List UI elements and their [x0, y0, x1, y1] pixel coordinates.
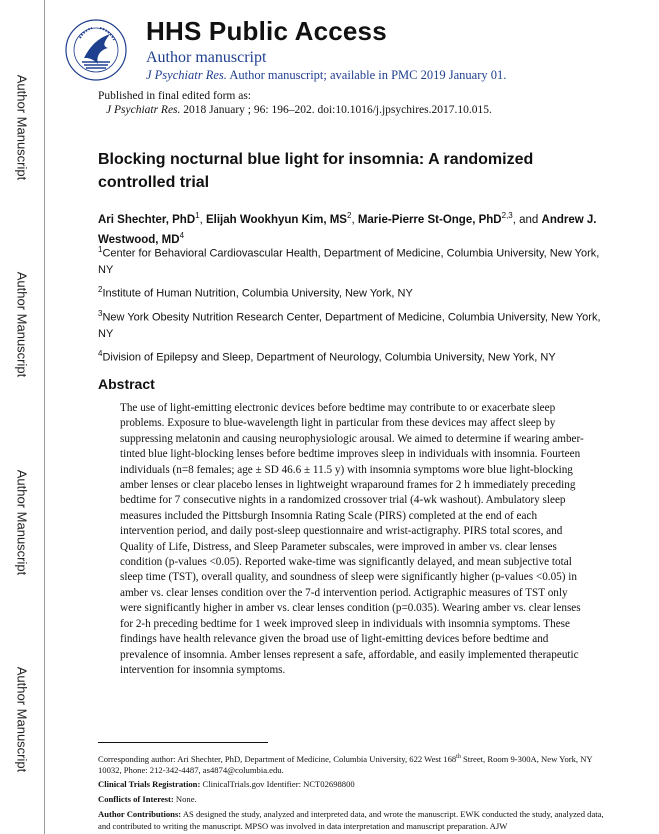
corresponding-sup: th	[456, 754, 461, 760]
trials-label: Clinical Trials Registration:	[98, 779, 201, 789]
author-name: Andrew J. Westwood, MD	[98, 213, 597, 246]
affiliation-text: Division of Epilepsy and Sleep, Department of Neurology, Columbia University, New York, NY	[102, 351, 556, 364]
author-name: Elijah Wookhyun Kim, MS	[205, 213, 347, 226]
abstract-heading: Abstract	[98, 376, 155, 392]
trials-registration-footnote	[98, 779, 608, 791]
corresponding-author-footnote	[98, 752, 608, 777]
citation	[106, 104, 492, 116]
author-manuscript-subtitle: Author manuscript	[146, 49, 267, 66]
affiliation-2	[98, 282, 613, 302]
author-sup: 1	[195, 211, 200, 220]
author-name: Ari Shechter, PhD	[98, 213, 196, 226]
availability-text: Author manuscript; available in PMC 2019 January 01.	[226, 68, 507, 82]
affiliation-text: Center for Behavioral Cardiovascular Health, Department of Medicine, Columbia University, New York, NY	[98, 247, 600, 276]
contrib-label: Author Contributions:	[98, 809, 182, 819]
affiliation-3	[98, 306, 613, 342]
affiliation-4	[98, 346, 613, 366]
paper-title: Blocking nocturnal blue light for insomnia: A randomized controlled trial	[98, 151, 534, 191]
journal-name: J Psychiatr Res.	[146, 68, 227, 82]
author-sup: 2	[346, 211, 352, 220]
affiliation-sup: 4	[98, 349, 103, 358]
abstract-text: The use of light-emitting electronic devices before bedtime may contribute to or exacerbate sleep problems. Exposure to blue-wavelength light in particular from these devices may affect sleep by suppressing melatonin and causing neurophysiologic arousal. We aimed to determine if wearing amber-tinted blue light-blocking lenses before bedtime improves sleep in individuals with insomnia. Fourteen individuals (n=8 females; age ± SD 46.6 ± 11.5 y) with insomnia symptoms wore blue light-blocking amber lenses or clear placebo lenses in lightweight wraparound frames for 2 h immediately preceding bedtime for 7 consecutive nights in a randomized crossover trial (4-wk washout). Ambulatory sleep measures included the Pittsburgh Insomnia Rating Scale (PIRS) completed at the end of each intervention period, and daily post-sleep questionnaire and wrist-actigraphy. PIRS total scores, and Quality of Life, Distress, and Sleep Parameter subscales, were improved in amber vs. clear lenses condition (p-values <0.05). Reported wake-time was significantly delayed, and mean subjective total sleep time (TST), overall quality, and soundness of sleep were significantly higher (p-values <0.05) in amber vs. clear lenses condition over the 7-d intervention period. Actigraphic measures of TST only were significantly higher in amber vs. clear lenses condition (p=0.035). Wearing amber vs. clear lenses for 2-h preceding bedtime for 1 week improved sleep in individuals with insomnia symptoms. These findings have health relevance given the broad use of light-emitting devices before bedtime and prevalence of insomnia. Amber lenses represent a safe, affordable, and easily implemented therapeutic intervention for insomnia symptoms.	[120, 402, 584, 676]
hhs-public-access-title: HHS Public Access	[146, 16, 387, 46]
author-name: Marie-Pierre St-Onge, PhD	[357, 213, 502, 226]
author-list: Ari Shechter, PhD$^1$, Elijah Wookhyun Kim, $MS^2$, Marie-Pierre St-Onge, PhD$^{2,3}$, and Andrew J. Westwood, $MD^4$	[98, 211, 597, 246]
contributions-footnote	[98, 809, 608, 832]
side-label-3: Author Manuscript	[14, 469, 30, 576]
hhs-seal-logo-icon	[64, 18, 128, 82]
side-label-1: Author Manuscript	[14, 74, 30, 181]
contrib-text: AS designed the study, analyzed and interpreted data, and wrote the manuscript. EWK conducted the study, analyzed data, and contributed to writing the manuscript. MPSO was involved in data interpretation and manuscript preparation. AJW	[98, 809, 604, 831]
citation-details: 2018 January ; 96: 196–202. doi:10.1016/j.jpsychires.2017.10.015.	[180, 104, 492, 116]
corresponding-text-a: Corresponding author: Ari Shechter, PhD, Department of Medicine, Columbia University, 622 West 168	[98, 753, 457, 764]
affiliation-1	[98, 242, 613, 278]
affiliation-text: Institute of Human Nutrition, Columbia University, New York, NY	[102, 287, 413, 300]
published-label: Published in final edited form as:	[98, 90, 251, 102]
trials-text: ClinicalTrials.gov Identifier: NCT02698800	[200, 779, 355, 789]
citation-journal: J Psychiatr Res.	[106, 104, 181, 116]
affiliation-sup: 2	[98, 285, 103, 294]
author-manuscript-sidebar	[0, 0, 45, 834]
side-label-4: Author Manuscript	[14, 666, 30, 773]
side-label-2: Author Manuscript	[14, 271, 30, 378]
coi-text: None.	[173, 794, 197, 804]
conflicts-footnote	[98, 794, 608, 806]
manuscript-availability	[146, 68, 506, 83]
affiliation-sup: 1	[98, 245, 103, 254]
coi-label: Conflicts of Interest:	[98, 794, 174, 804]
author-sup: 2,3	[501, 211, 513, 220]
affiliation-text: New York Obesity Nutrition Research Center, Department of Medicine, Columbia University, New York, NY	[98, 311, 601, 340]
footnote-divider	[98, 742, 268, 743]
affiliation-sup: 3	[98, 309, 103, 318]
author-sup: 4	[179, 230, 185, 240]
corresponding-text-b: Street, Room 9-300A, New York, NY 10032, Phone: 212-342-4487, as4874@columbia.edu.	[98, 753, 593, 776]
